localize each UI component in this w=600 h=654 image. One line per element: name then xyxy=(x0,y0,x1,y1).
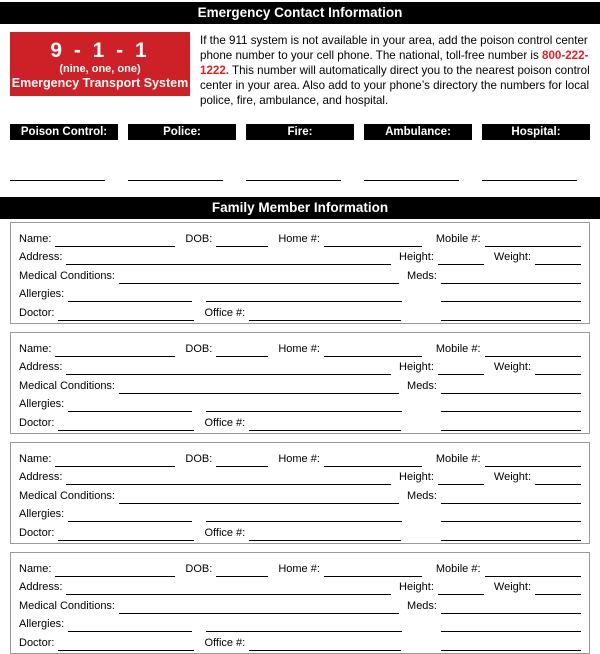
contact-label-police: Police: xyxy=(128,124,236,140)
member-row-medical xyxy=(19,375,581,394)
meds-continuation-line-2 xyxy=(441,418,581,431)
office-phone-label: Office #: xyxy=(204,636,246,649)
meds-label: Meds: xyxy=(407,599,437,612)
medical-conditions-label: Medical Conditions: xyxy=(19,379,115,392)
name-fill-line xyxy=(55,564,175,577)
doctor-label: Doctor: xyxy=(19,526,55,539)
height-label: Height: xyxy=(399,471,434,484)
height-fill-line xyxy=(438,582,484,595)
medical-conditions-label: Medical Conditions: xyxy=(19,489,115,502)
office-phone-fill-line xyxy=(249,418,401,431)
address-label: Address: xyxy=(19,581,63,594)
home-phone-fill-line xyxy=(324,564,422,577)
member-row-name xyxy=(19,338,581,357)
name-label: Name: xyxy=(19,562,52,575)
doctor-label: Doctor: xyxy=(19,636,55,649)
dob-fill-line xyxy=(216,564,268,577)
member-row-doctor xyxy=(19,412,581,431)
member-row-doctor xyxy=(19,302,581,321)
address-label: Address: xyxy=(19,251,63,264)
allergies-continuation-line xyxy=(206,289,402,302)
intro-paragraph xyxy=(200,32,590,108)
dob-label: DOB: xyxy=(185,342,213,355)
family-section-title: Family Member Information xyxy=(0,197,600,219)
allergies-fill-line xyxy=(68,399,192,412)
contact-label-fire: Fire: xyxy=(246,124,354,140)
weight-fill-line xyxy=(535,362,581,375)
fire-fill-line xyxy=(246,168,341,181)
meds-continuation-line-2 xyxy=(441,528,581,541)
height-label: Height: xyxy=(399,581,434,594)
dob-fill-line xyxy=(216,454,268,467)
address-label: Address: xyxy=(19,361,63,374)
allergies-label: Allergies: xyxy=(19,288,65,301)
mobile-phone-label: Mobile #: xyxy=(435,342,481,355)
police-fill-line xyxy=(128,168,223,181)
member-boxes xyxy=(10,222,590,654)
allergies-label: Allergies: xyxy=(19,508,65,521)
mobile-phone-label: Mobile #: xyxy=(435,232,481,245)
member-box xyxy=(10,332,590,434)
office-phone-label: Office #: xyxy=(204,416,246,429)
dob-fill-line xyxy=(216,344,268,357)
meds-continuation-line-1 xyxy=(441,289,581,302)
height-fill-line xyxy=(438,252,484,265)
intro-section xyxy=(10,32,590,108)
meds-continuation-line-1 xyxy=(441,509,581,522)
weight-fill-line xyxy=(535,582,581,595)
member-row-medical xyxy=(19,595,581,614)
name-label: Name: xyxy=(19,452,52,465)
weight-label: Weight: xyxy=(493,471,531,484)
height-label: Height: xyxy=(399,361,434,374)
weight-fill-line xyxy=(535,252,581,265)
meds-label: Meds: xyxy=(407,489,437,502)
contact-label-ambulance: Ambulance: xyxy=(364,124,472,140)
mobile-phone-fill-line xyxy=(485,564,581,577)
member-box xyxy=(10,552,590,654)
height-label: Height: xyxy=(399,251,434,264)
meds-label: Meds: xyxy=(407,379,437,392)
member-row-doctor xyxy=(19,632,581,651)
doctor-fill-line xyxy=(58,528,194,541)
meds-fill-line xyxy=(441,271,581,284)
name-label: Name: xyxy=(19,342,52,355)
allergies-fill-line xyxy=(68,289,192,302)
allergies-continuation-line xyxy=(206,399,402,412)
medical-conditions-fill-line xyxy=(119,491,399,504)
meds-fill-line xyxy=(441,491,581,504)
emergency-contacts-fill-lines xyxy=(10,168,590,181)
weight-label: Weight: xyxy=(493,361,531,374)
address-fill-line xyxy=(66,252,391,265)
office-phone-label: Office #: xyxy=(204,526,246,539)
emergency-911-box xyxy=(10,32,190,96)
member-row-allergies xyxy=(19,504,581,523)
hospital-fill-line xyxy=(482,168,577,181)
allergies-continuation-line xyxy=(206,619,402,632)
member-row-medical xyxy=(19,485,581,504)
allergies-fill-line xyxy=(68,509,192,522)
office-phone-fill-line xyxy=(249,308,401,321)
ambulance-fill-line xyxy=(364,168,459,181)
intro-text-before: If the 911 system is not available in your area, add the poison control center phone number to your cell phone. The national, toll-free number is xyxy=(200,34,588,62)
medical-conditions-fill-line xyxy=(119,601,399,614)
address-fill-line xyxy=(66,472,391,485)
doctor-fill-line xyxy=(58,638,194,651)
name-fill-line xyxy=(55,344,175,357)
height-fill-line xyxy=(438,472,484,485)
allergies-continuation-line xyxy=(206,509,402,522)
mobile-phone-fill-line xyxy=(485,454,581,467)
medical-conditions-label: Medical Conditions: xyxy=(19,269,115,282)
meds-label: Meds: xyxy=(407,269,437,282)
office-phone-fill-line xyxy=(249,638,401,651)
member-row-doctor xyxy=(19,522,581,541)
member-box xyxy=(10,222,590,324)
dob-fill-line xyxy=(216,234,268,247)
contact-label-hospital: Hospital: xyxy=(482,124,590,140)
name-fill-line xyxy=(55,234,175,247)
meds-fill-line xyxy=(441,601,581,614)
weight-fill-line xyxy=(535,472,581,485)
member-row-address xyxy=(19,467,581,486)
member-row-allergies xyxy=(19,614,581,633)
name-fill-line xyxy=(55,454,175,467)
member-box xyxy=(10,442,590,544)
home-phone-fill-line xyxy=(324,234,422,247)
mobile-phone-fill-line xyxy=(485,344,581,357)
emergency-number-words: (nine, one, one) xyxy=(59,63,141,75)
home-phone-label: Home #: xyxy=(278,562,320,575)
home-phone-label: Home #: xyxy=(278,342,320,355)
home-phone-fill-line xyxy=(324,454,422,467)
emergency-number: 9 - 1 - 1 xyxy=(50,39,150,62)
meds-continuation-line-1 xyxy=(441,619,581,632)
doctor-label: Doctor: xyxy=(19,306,55,319)
medical-conditions-label: Medical Conditions: xyxy=(19,599,115,612)
meds-fill-line xyxy=(441,381,581,394)
member-row-medical xyxy=(19,265,581,284)
dob-label: DOB: xyxy=(185,232,213,245)
weight-label: Weight: xyxy=(493,251,531,264)
member-row-name xyxy=(19,448,581,467)
allergies-fill-line xyxy=(68,619,192,632)
member-row-address xyxy=(19,247,581,266)
doctor-fill-line xyxy=(58,418,194,431)
emergency-transport-caption: Emergency Transport System xyxy=(11,76,189,90)
name-label: Name: xyxy=(19,232,52,245)
weight-label: Weight: xyxy=(493,581,531,594)
mobile-phone-label: Mobile #: xyxy=(435,562,481,575)
height-fill-line xyxy=(438,362,484,375)
intro-text-after: This number will automatically direct you to the nearest poison control center in your area. Also add to your phone’s directory the numbers for local police, fire, ambulance, and hospital. xyxy=(200,64,590,107)
mobile-phone-fill-line xyxy=(485,234,581,247)
address-fill-line xyxy=(66,582,391,595)
dob-label: DOB: xyxy=(185,452,213,465)
address-label: Address: xyxy=(19,471,63,484)
office-phone-label: Office #: xyxy=(204,306,246,319)
meds-continuation-line-2 xyxy=(441,308,581,321)
allergies-label: Allergies: xyxy=(19,618,65,631)
medical-conditions-fill-line xyxy=(119,271,399,284)
home-phone-label: Home #: xyxy=(278,452,320,465)
office-phone-fill-line xyxy=(249,528,401,541)
member-row-address xyxy=(19,577,581,596)
emergency-contacts-row xyxy=(10,124,590,140)
poison-control-phone-number: 800-222-1222. xyxy=(200,49,589,77)
home-phone-label: Home #: xyxy=(278,232,320,245)
medical-conditions-fill-line xyxy=(119,381,399,394)
member-row-address xyxy=(19,357,581,376)
member-row-name xyxy=(19,228,581,247)
member-row-allergies xyxy=(19,394,581,413)
meds-continuation-line-2 xyxy=(441,638,581,651)
meds-continuation-line-1 xyxy=(441,399,581,412)
member-row-name xyxy=(19,558,581,577)
home-phone-fill-line xyxy=(324,344,422,357)
address-fill-line xyxy=(66,362,391,375)
dob-label: DOB: xyxy=(185,562,213,575)
mobile-phone-label: Mobile #: xyxy=(435,452,481,465)
contact-label-poison-control: Poison Control: xyxy=(10,124,118,140)
page-title: Emergency Contact Information xyxy=(0,2,600,24)
doctor-label: Doctor: xyxy=(19,416,55,429)
member-row-allergies xyxy=(19,284,581,303)
allergies-label: Allergies: xyxy=(19,398,65,411)
poison-control-fill-line xyxy=(10,168,105,181)
doctor-fill-line xyxy=(58,308,194,321)
